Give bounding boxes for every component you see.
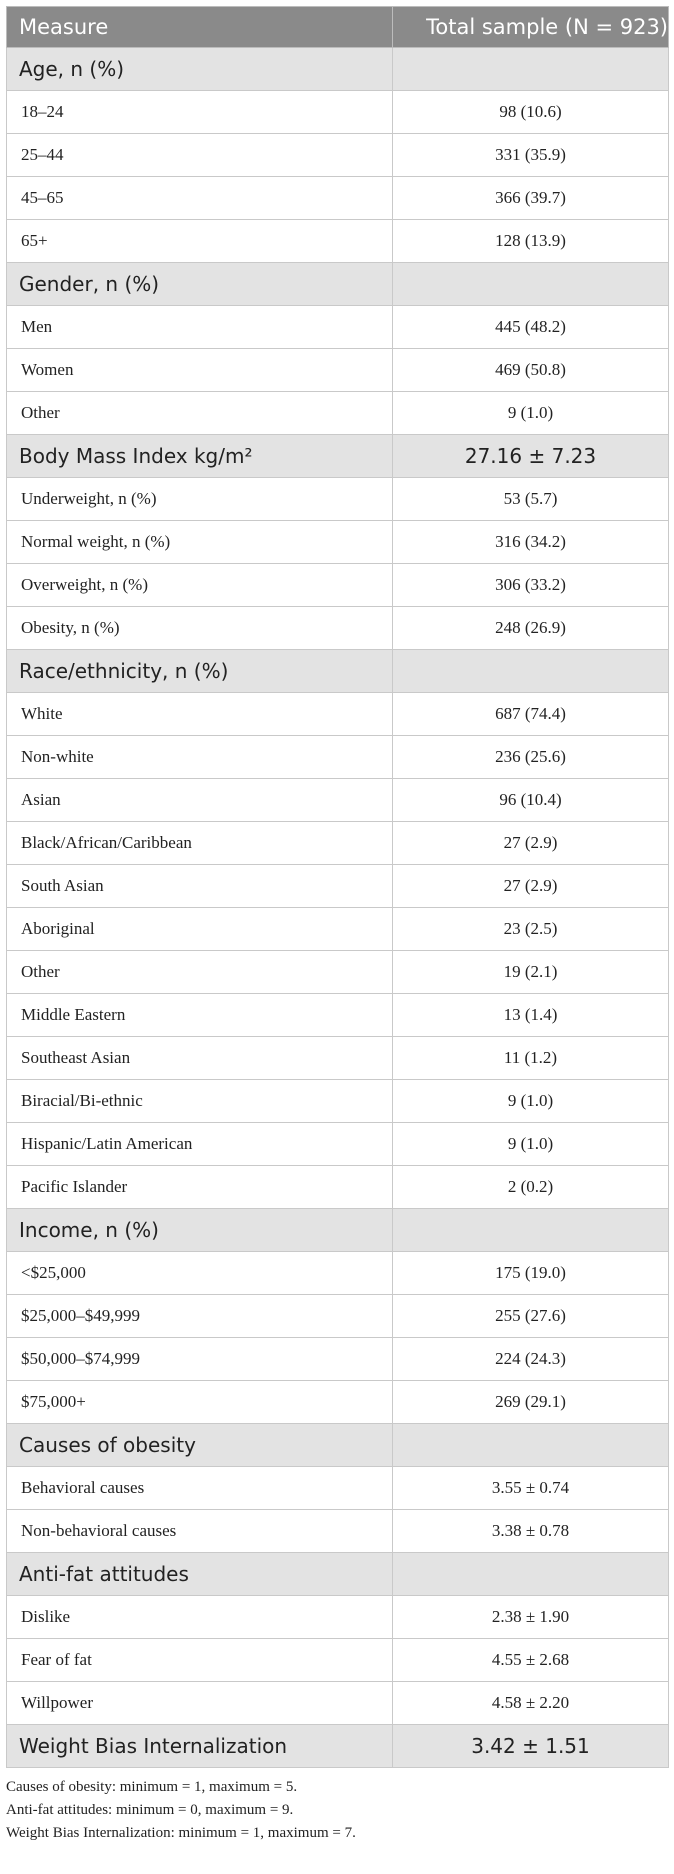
- row-label: Hispanic/Latin American: [7, 1123, 393, 1166]
- row-value: 2 (0.2): [393, 1166, 669, 1209]
- row-value: 9 (1.0): [393, 1080, 669, 1123]
- row-value: 687 (74.4): [393, 693, 669, 736]
- table-row: [7, 521, 669, 564]
- row-label: Women: [7, 349, 393, 392]
- section-header-row: [7, 263, 669, 306]
- section-label: Weight Bias Internalization: [7, 1725, 393, 1768]
- row-label: $50,000–$74,999: [7, 1338, 393, 1381]
- table-row: [7, 779, 669, 822]
- section-header-row: [7, 1553, 669, 1596]
- section-header-row: [7, 1424, 669, 1467]
- row-label: 18–24: [7, 91, 393, 134]
- row-label: 65+: [7, 220, 393, 263]
- row-value: 236 (25.6): [393, 736, 669, 779]
- section-value: 27.16 ± 7.23: [393, 435, 669, 478]
- row-label: Asian: [7, 779, 393, 822]
- row-label: Middle Eastern: [7, 994, 393, 1037]
- row-value: 331 (35.9): [393, 134, 669, 177]
- row-value: 248 (26.9): [393, 607, 669, 650]
- row-label: Other: [7, 392, 393, 435]
- row-label: Willpower: [7, 1682, 393, 1725]
- row-label: Other: [7, 951, 393, 994]
- row-value: 316 (34.2): [393, 521, 669, 564]
- row-label: Underweight, n (%): [7, 478, 393, 521]
- table-row: [7, 951, 669, 994]
- table-row: [7, 177, 669, 220]
- row-value: 98 (10.6): [393, 91, 669, 134]
- row-value: 96 (10.4): [393, 779, 669, 822]
- row-label: Overweight, n (%): [7, 564, 393, 607]
- table-row: [7, 908, 669, 951]
- table-row: [7, 1080, 669, 1123]
- row-label: Men: [7, 306, 393, 349]
- row-value: 269 (29.1): [393, 1381, 669, 1424]
- table-row: [7, 693, 669, 736]
- row-label: Normal weight, n (%): [7, 521, 393, 564]
- section-label: Gender, n (%): [7, 263, 393, 306]
- table-row: [7, 349, 669, 392]
- row-label: South Asian: [7, 865, 393, 908]
- table-row: [7, 607, 669, 650]
- section-header-row: [7, 1725, 669, 1768]
- row-value: 2.38 ± 1.90: [393, 1596, 669, 1639]
- row-value: 128 (13.9): [393, 220, 669, 263]
- row-label: Behavioral causes: [7, 1467, 393, 1510]
- row-label: Non-behavioral causes: [7, 1510, 393, 1553]
- row-value: 19 (2.1): [393, 951, 669, 994]
- section-header-row: [7, 48, 669, 91]
- row-value: 27 (2.9): [393, 865, 669, 908]
- table-row: [7, 220, 669, 263]
- header-measure: Measure: [7, 7, 393, 48]
- section-header-row: [7, 1209, 669, 1252]
- row-value: 366 (39.7): [393, 177, 669, 220]
- demographics-table-container: [6, 6, 668, 1845]
- row-value: 9 (1.0): [393, 1123, 669, 1166]
- row-value: 9 (1.0): [393, 392, 669, 435]
- footnote: Weight Bias Internalization: minimum = 1, maximum = 7.: [6, 1825, 356, 1841]
- row-value: 23 (2.5): [393, 908, 669, 951]
- row-value: 53 (5.7): [393, 478, 669, 521]
- section-value: [393, 48, 669, 91]
- table-row: [7, 736, 669, 779]
- table-row: [7, 1510, 669, 1553]
- table-row: [7, 1639, 669, 1682]
- row-value: 4.55 ± 2.68: [393, 1639, 669, 1682]
- section-header-row: [7, 650, 669, 693]
- section-label: Body Mass Index kg/m²: [7, 435, 393, 478]
- table-row: [7, 865, 669, 908]
- section-header-row: [7, 435, 669, 478]
- section-label: Causes of obesity: [7, 1424, 393, 1467]
- row-label: $25,000–$49,999: [7, 1295, 393, 1338]
- row-value: 3.55 ± 0.74: [393, 1467, 669, 1510]
- table-footnotes: [6, 1776, 668, 1845]
- demographics-table: [6, 6, 669, 1768]
- table-row: [7, 1381, 669, 1424]
- table-row: [7, 91, 669, 134]
- section-value: [393, 1209, 669, 1252]
- table-row: [7, 1338, 669, 1381]
- row-label: Pacific Islander: [7, 1166, 393, 1209]
- section-value: [393, 650, 669, 693]
- row-value: 445 (48.2): [393, 306, 669, 349]
- section-value: 3.42 ± 1.51: [393, 1725, 669, 1768]
- row-value: 3.38 ± 0.78: [393, 1510, 669, 1553]
- table-row: [7, 1123, 669, 1166]
- table-row: [7, 822, 669, 865]
- row-label: 25–44: [7, 134, 393, 177]
- row-value: 13 (1.4): [393, 994, 669, 1037]
- row-label: Southeast Asian: [7, 1037, 393, 1080]
- section-label: Anti-fat attitudes: [7, 1553, 393, 1596]
- row-label: Black/African/Caribbean: [7, 822, 393, 865]
- row-label: Non-white: [7, 736, 393, 779]
- row-label: Fear of fat: [7, 1639, 393, 1682]
- row-value: 11 (1.2): [393, 1037, 669, 1080]
- table-row: [7, 478, 669, 521]
- table-row: [7, 1252, 669, 1295]
- table-row: [7, 1467, 669, 1510]
- row-label: Biracial/Bi-ethnic: [7, 1080, 393, 1123]
- table-row: [7, 134, 669, 177]
- row-value: 255 (27.6): [393, 1295, 669, 1338]
- row-value: 224 (24.3): [393, 1338, 669, 1381]
- header-total-sample: Total sample (N = 923): [393, 7, 669, 48]
- row-value: 4.58 ± 2.20: [393, 1682, 669, 1725]
- section-label: Age, n (%): [7, 48, 393, 91]
- table-header-row: [7, 7, 669, 48]
- table-body: [7, 48, 669, 1768]
- section-value: [393, 1553, 669, 1596]
- table-row: [7, 1295, 669, 1338]
- table-row: [7, 392, 669, 435]
- footnote: Causes of obesity: minimum = 1, maximum = 5.: [6, 1779, 298, 1795]
- row-label: $75,000+: [7, 1381, 393, 1424]
- section-value: [393, 1424, 669, 1467]
- table-row: [7, 564, 669, 607]
- row-label: Obesity, n (%): [7, 607, 393, 650]
- row-label: <$25,000: [7, 1252, 393, 1295]
- row-value: 175 (19.0): [393, 1252, 669, 1295]
- table-row: [7, 994, 669, 1037]
- row-value: 469 (50.8): [393, 349, 669, 392]
- row-label: 45–65: [7, 177, 393, 220]
- table-row: [7, 306, 669, 349]
- table-row: [7, 1166, 669, 1209]
- row-label: White: [7, 693, 393, 736]
- section-value: [393, 263, 669, 306]
- row-label: Aboriginal: [7, 908, 393, 951]
- table-row: [7, 1037, 669, 1080]
- row-label: Dislike: [7, 1596, 393, 1639]
- row-value: 27 (2.9): [393, 822, 669, 865]
- section-label: Income, n (%): [7, 1209, 393, 1252]
- table-row: [7, 1682, 669, 1725]
- table-row: [7, 1596, 669, 1639]
- row-value: 306 (33.2): [393, 564, 669, 607]
- section-label: Race/ethnicity, n (%): [7, 650, 393, 693]
- footnote: Anti-fat attitudes: minimum = 0, maximum = 9.: [6, 1802, 294, 1818]
